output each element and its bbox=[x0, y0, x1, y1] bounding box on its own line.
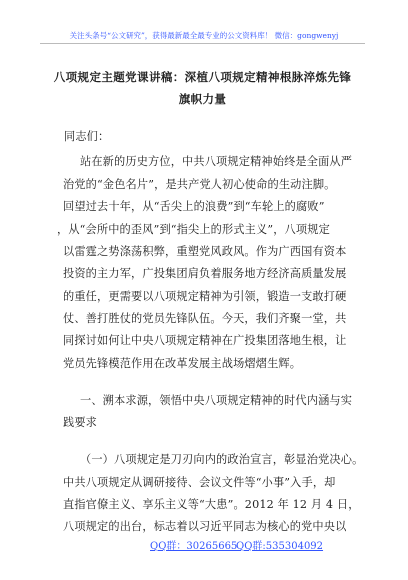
document-title-line-1: 八项规定主题党课讲稿：深植八项规定精神根脉淬炼先锋 bbox=[53, 70, 352, 84]
body-line: 站在新的历史方位，中共八项规定精神始终是全面从严 bbox=[80, 155, 353, 168]
document-title-line-2: 旗帜力量 bbox=[178, 92, 227, 106]
subsection-line: 八项规定的出台，标志着以习近平同志为核心的党中央以 bbox=[63, 520, 347, 533]
body-line: 仗、善打胜仗的党员先锋队伍。今天，我们齐聚一堂，共 bbox=[63, 312, 347, 325]
subsection-line: 中共八项规定从调研接待、会议文件等“小事”入手，却 bbox=[63, 476, 336, 489]
body-line: 同探讨如何让中央八项规定精神在广投集团落地生根，让 bbox=[63, 334, 347, 347]
body-line: 党员先锋模范作用在改革发展主战场熠熠生辉。 bbox=[63, 357, 302, 370]
section-heading-line: 一、溯本求源，领悟中央八项规定精神的时代内涵与实 bbox=[80, 394, 353, 407]
subsection-line: 直指官僚主义、享乐主义等“大患”。2012 年 12 月 4 日， bbox=[63, 498, 360, 511]
body-line: 的重任，更需要以八项规定精神为引领，锻造一支敢打硬 bbox=[63, 290, 347, 303]
section-heading-line: 践要求 bbox=[63, 416, 98, 429]
subsection-line: （一）八项规定是刀刃向内的政治宣言，彰显治党决心。 bbox=[80, 453, 364, 466]
body-line: ，从“会所中的歪风”到“指尖上的形式主义”，八项规定 bbox=[57, 223, 330, 236]
greeting: 同志们： bbox=[64, 130, 110, 143]
header-promo-note: 关注头条号“公文研究”，获得最新最全最专业的公文资料库！ 微信：gongwenyj bbox=[69, 31, 339, 40]
body-line: 回望过去十年，从“舌尖上的浪费”到“车轮上的腐败” bbox=[63, 200, 325, 213]
header-divider bbox=[40, 43, 365, 44]
footer-qq-group-2[interactable]: QQ群:535304092 bbox=[236, 541, 324, 552]
body-line: 以雷霆之势涤荡积弊，重塑党风政风。作为广西国有资本 bbox=[63, 245, 347, 258]
footer-qq-group-1[interactable]: QQ群：30265665 bbox=[150, 541, 238, 552]
body-line: 治党的“金色名片”，是共产党人初心使命的生动注脚。 bbox=[63, 178, 336, 191]
body-line: 投资的主力军，广投集团肩负着服务地方经济高质量发展 bbox=[63, 267, 347, 280]
